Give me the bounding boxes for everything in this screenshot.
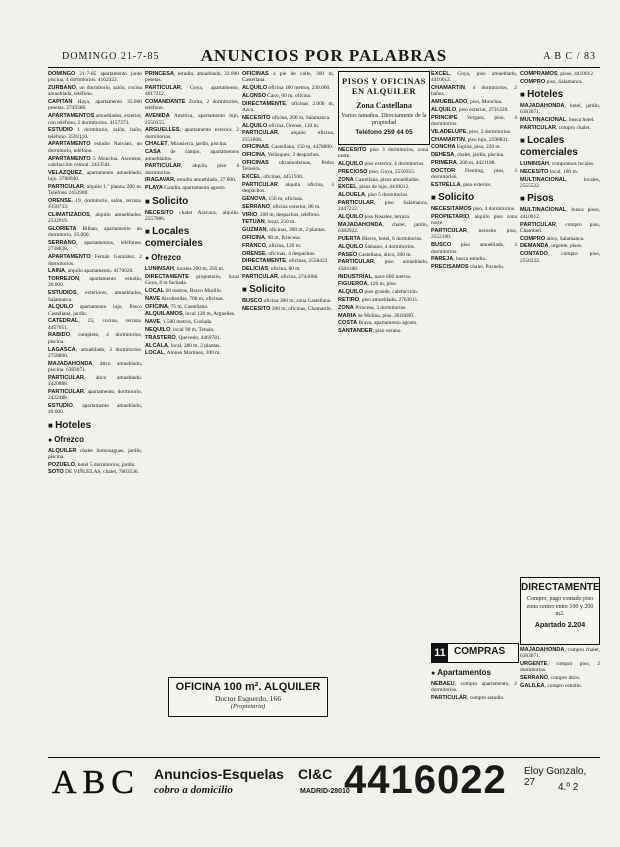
classified-ad: OFICINA, 90 m, Princesa.	[242, 235, 301, 242]
box-pisos-phone: Teléfono 259 44 05	[355, 129, 413, 136]
classified-ad: SANTANDER, piso verano.	[338, 328, 402, 335]
classified-ad: PASEO Castellana, ático, 200 m.	[338, 251, 412, 258]
classified-ad: ALQUILO piso grande, calefacción.	[338, 289, 419, 296]
classified-ad: SERRANO, compro ático.	[520, 675, 581, 682]
classified-ad: LOCAL, Alonso Martínez, 100 m.	[145, 350, 221, 357]
classified-ad: NECESITO piso 3 dormitorios, zona norte.	[338, 147, 428, 160]
footer-address-line2: 4.º 2	[558, 782, 579, 793]
header-date: DOMINGO 21-7-85	[62, 51, 160, 62]
classified-ad: SERRANO, apartamentos, teléfonos. 2738838.	[48, 240, 142, 253]
classified-ad: ALQUILO, piso exterior, 2731220.	[431, 106, 509, 113]
classified-ad: CLIMATIZADOS, alquilo amueblados. 2532919.	[48, 211, 142, 225]
classified-ad: PARTICULAR, piso Salamanca, 2447222.	[338, 200, 428, 213]
footer-address-line1: Eloy Gonzalo, 27	[524, 766, 587, 788]
classified-ad: RETIRO, piso amueblado, 2763611.	[338, 296, 419, 303]
classified-ad: COSTA Brava, apartamento agosto.	[338, 320, 418, 327]
classified-ad: OFICINAS, Castellana, 150 m, 4478800.	[242, 144, 334, 151]
classified-ad: ESTUDIO, apartamento amueblado, 40.000.	[48, 402, 142, 416]
classified-ad: BUSCO piso amueblado, 3 dormitorios.	[431, 242, 517, 255]
abc-logo: ABC	[52, 764, 140, 801]
section-heading: ■ Pisos	[520, 193, 600, 205]
classified-ad: NAVE, 1.500 metros, Coslada.	[145, 319, 213, 326]
classified-ad: FRANCO, oficina, 120 m.	[242, 242, 302, 249]
oficina-note: (Propietario)	[230, 703, 266, 710]
footer-cobro: cobro a domicilio	[154, 784, 233, 796]
classified-ad: ZURBANO, un dormitorio, salón, cocina amueblada, teléfono.	[48, 85, 142, 98]
header-page-number: A B C / 83	[543, 51, 596, 62]
classified-ad: PARTICULAR, compro chalet.	[520, 124, 591, 131]
classified-ad: PLAYA Gandía, apartamento agosto.	[145, 185, 226, 192]
classified-ad: CHAMARTIN, 4 dormitorios, 2 baños.	[431, 85, 517, 98]
column-4	[338, 71, 428, 755]
classified-ad: GUZMAN, oficinas, 300 m, 2 plantas.	[242, 227, 326, 234]
classified-ad: NECESITO oficina, 200 m, Salamanca.	[242, 114, 331, 121]
classified-ad: MULTINACIONAL, busca pisos, 4410012.	[520, 207, 600, 220]
page-header	[48, 45, 600, 68]
box-directamente-address: Apartado 2.204	[534, 621, 586, 629]
classified-ad: PAREJA, busca estudio.	[431, 256, 487, 263]
classified-ad: URGENTE, compro piso, 2 dormitorios.	[520, 661, 600, 674]
classified-ad: DOMINGO 21-7-85 apartamento junto piscina, 4 dormitorios. 4162422.	[48, 71, 142, 84]
classified-ad: COMPRO ático, Salamanca.	[520, 235, 585, 242]
classified-ad: ZONA Princesa, 3 dormitorios.	[338, 304, 407, 311]
section-heading: ■ Hoteles	[520, 89, 600, 101]
classified-ad: CONTADO, compro piso, 2556222.	[520, 251, 600, 264]
classified-ad: NEQUILO, local 90 m, Tetuán.	[145, 327, 215, 334]
section-heading: ■ Solicito	[242, 284, 334, 296]
classified-ad: COMPRO piso, Salamanca.	[520, 78, 583, 85]
classified-ad: AMUEBLADO, piso, Moncloa.	[431, 99, 503, 106]
classified-ad: LAGASCA, amueblado, 3 dormitorios. 2758800.	[48, 346, 142, 359]
classified-ad: NECESITO chalet Aravaca, alquilo. 2557986.	[145, 209, 239, 222]
classified-ad: OFICINAS ultramodernas, Pedro Teixeira.	[242, 160, 334, 173]
classified-ad: ALQUILO piso exterior, 4 dormitorios.	[338, 161, 425, 168]
section-heading: ■ Locales comerciales	[520, 135, 600, 159]
classified-ad: DIRECTAMENTE, oficinas, 2558422.	[242, 258, 329, 265]
compras-section-header	[431, 643, 519, 663]
classified-ad: INDUSTRIAL, nave 600 metros.	[338, 273, 412, 280]
classified-ad: PARTICULAR, compro estudio.	[431, 695, 505, 702]
header-title: ANUNCIOS POR PALABRAS	[200, 46, 448, 65]
classified-ad: BUSCO oficina 300 m, zona Castellana.	[242, 298, 332, 305]
classified-ad: IRAGAVAR, estudio amueblado, 27.000.	[145, 177, 237, 184]
classified-ad: NAVE Alcobendas, 700 m, oficinas.	[145, 295, 225, 302]
classified-ad: OFICINAS a pie de calle, 300 m, Castellana.	[242, 71, 334, 84]
box-directamente-title: DIRECTAMENTE	[521, 582, 600, 593]
classified-ad: TORREJON, apartamento estudio, 20.000.	[48, 276, 142, 289]
classified-ad: ALQUILO piso Rosales, terraza.	[338, 214, 411, 221]
classified-ad: MULTINACIONAL, locales, 2555522.	[520, 176, 600, 190]
classified-ad: NECESITO 200 m, oficinas, Chamartín.	[242, 306, 333, 313]
classified-ad: PARTICULAR, ático amueblado. 4420888.	[48, 374, 142, 388]
classified-ad: DIRECTAMENTE propietario, local Goya, 8 m fachada.	[145, 273, 239, 287]
classified-ad: GLORIETA Bilbao, apartamento un dormitorio, 35.000.	[48, 226, 142, 239]
classified-ad: MAJADAHONDA, ático amueblado, piscina. 6383071.	[48, 360, 142, 373]
classified-ad: CHAMARTIN, piso lujo, 2598831.	[431, 136, 510, 143]
classified-ad: ALQUILO Sámano, 4 dormitorios.	[338, 243, 416, 250]
footer-phone: 4416022	[344, 758, 507, 802]
classified-ad: DOCTOR Fleming, piso, 3 dormitorios.	[431, 167, 517, 181]
classified-ad: APARTAMENTO 5 Moncloa. Ascensor, calefacción central. 2433541.	[48, 155, 142, 168]
column-3	[242, 71, 334, 755]
classified-ad: APARTAMENTO estudio Narváez, un dormitorio, teléfono.	[48, 141, 142, 154]
classified-ad: PARTICULAR, necesito piso, 2552100.	[431, 228, 517, 241]
footer-banner	[48, 757, 600, 810]
classified-ad: NEBAEU, compro apartamento, 2 dormitorios.	[431, 681, 517, 694]
classified-ad: AVENIDA América, apartamento lujo, 2550355.	[145, 113, 239, 126]
classified-ad: ALQUILO oficina, Orense, 120 m.	[242, 122, 320, 129]
classified-ad: PRECIOSO piso, Goya, 2550355.	[338, 168, 416, 175]
box-directamente-desc: Compro, pago contado piso zona centro entre 100 y 200 m2.	[526, 596, 594, 617]
classified-ad: CONCHA Espina, piso, 220 m.	[431, 144, 501, 151]
column-5-lower	[431, 665, 517, 755]
column-2	[145, 71, 239, 755]
classified-ad: SERRANO, oficina exterior, 80 m.	[242, 203, 321, 210]
classified-ad: LOCAL 60 metros, Bravo Murillo.	[145, 288, 223, 295]
classified-ad: EXCEL, oficinas, 4451930.	[242, 174, 304, 181]
classified-ad: PARTICULAR, alquilo 1.º planta, 200 m. Teléfono 2453900.	[48, 183, 142, 197]
classified-ad: CASA de campo, apartamentos amueblados.	[145, 149, 239, 162]
oficina-address: Doctor Esquerdo, 166	[214, 694, 282, 703]
classified-ad: ALONSO Cano, 60 m, oficina.	[242, 92, 312, 99]
classified-ad: FIGUEROA, 120 m, piso.	[338, 281, 397, 288]
column-6-lower	[520, 647, 600, 755]
newspaper-page	[48, 45, 600, 838]
classified-ad: ARGUELLES, apartamento exterior, 2 dormitorios.	[145, 127, 239, 140]
classified-ad: MAJADAHONDA, compro chalet, 6383071.	[520, 647, 600, 660]
classified-ad: SOTO DE VIÑUELAS, chalet, 7803536.	[48, 469, 139, 476]
classified-ad: COMPRAMOS, pisos, 4410012.	[520, 71, 595, 77]
classified-ad: DEHESA, chalet, jardín, piscina.	[431, 152, 505, 159]
section-heading: ■ Locales comerciales	[145, 226, 239, 250]
classified-ad: PRIMERA, 200 m, 4421188.	[431, 160, 496, 167]
classified-ad: PRINCESA, estudio, amueblado, 32.000 pesetas.	[145, 71, 239, 84]
classified-ad: ORENSE, 19, dormitorio, salón, terraza. 4158733.	[48, 197, 142, 211]
classified-ad: ESTUDIOS, exteriores, amueblados, Salamanca.	[48, 290, 142, 303]
oficina-title: OFICINA 100 m². ALQUILER	[175, 681, 321, 693]
classified-ad: PROPIETARIO, alquilo piso zona norte.	[431, 214, 517, 227]
classified-ad: GENOVA, 150 m, oficinas.	[242, 196, 304, 203]
section-heading: ■ Solicito	[145, 196, 239, 208]
classified-ad: POZUELO, hotel 5 dormitorios, jardín.	[48, 461, 136, 468]
classified-ad: VIRIO, 200 m, despachos, teléfono.	[242, 211, 321, 218]
classified-ad: ALQUILER chalet Somosaguas, jardín, piscina.	[48, 447, 142, 460]
classified-ad: ESTRELLA, piso exterior.	[431, 181, 492, 188]
classified-ad: COMANDANTE Zorita, 2 dormitorios, teléfono.	[145, 99, 239, 112]
column-6	[520, 71, 600, 575]
classified-ad: EXCEL, pisos de lujo, 4410012.	[338, 184, 410, 191]
compras-label: COMPRAS	[454, 646, 506, 657]
classified-ad: ORENSE, oficinas, 4 despachos.	[242, 250, 316, 257]
classified-ad: PARTICULAR, compro piso, Chamberí.	[520, 221, 600, 234]
classified-ad: PARTICULAR, alquilo piso 4 dormitorios.	[145, 163, 239, 176]
classified-ad: PUERTA Hierro, hotel, 6 dormitorios.	[338, 236, 423, 243]
box-pisos-zone: Zona Castellana	[356, 101, 412, 110]
classified-ad: CHALET, Mirasierra, jardín, piscina.	[145, 141, 228, 148]
classified-ad: ALQUILAMOS, local 120 m, Arguelles.	[145, 311, 236, 318]
footer-madrid: MADRID-28010	[300, 788, 350, 795]
oficina-ad-box	[168, 677, 328, 717]
classified-ad: NECESITO local, 100 m.	[520, 169, 578, 176]
classified-ad: LAINA, alquilo apartamento. 4170020.	[48, 268, 134, 275]
classified-ad: LUNINSAH, locales 200 m, 250 m.	[145, 266, 225, 273]
box-pisos-desc: Varios tamaños. Directamente de la propiedad	[341, 113, 427, 126]
classified-ad: VELAZQUEZ, apartamento amueblado, lujo. 2760040.	[48, 169, 142, 182]
classified-ad: DELICIAS, oficina, 80 m.	[242, 266, 301, 273]
classified-ad: PARTICULAR, alquilo oficina, 2551808.	[242, 130, 334, 143]
subsection-heading: ● Ofrezco	[145, 253, 239, 264]
classified-ad: ZONA Castellana, pisos amueblados.	[338, 176, 420, 183]
classified-ad: OFICINA, 75 m, Castellana.	[145, 303, 209, 310]
classified-ad: CAPITAN Haya, apartamento 35.000 pesetas. 2749388.	[48, 99, 142, 112]
classified-ad: MULTINACIONAL, busca hotel.	[520, 117, 595, 124]
classified-ad: MARIA de Molina, piso, 2616690.	[338, 312, 415, 319]
classified-ad: MAJADAHONDA, chalet, jardín, 6382922.	[338, 221, 428, 235]
classified-ad: VILADELUPE, piso, 2 dormitorios.	[431, 128, 512, 135]
classified-ad: NECESITAMOS piso, 4 dormitorios.	[431, 206, 516, 213]
classified-ad: CATEDRAL, 25, cocina, terraza. 4457051.	[48, 318, 142, 331]
footer-anuncios: Anuncios-Esquelas	[154, 766, 284, 782]
compras-number: 11	[432, 644, 448, 662]
classified-ad: APARTAMENTO Fernán González, 2 dormitorios.	[48, 254, 142, 267]
classified-ad: PRECISAMOS chalet, Pozuelo.	[431, 264, 505, 271]
classified-ad: MAJADAHONDA, hotel, jardín, 6383071.	[520, 103, 600, 116]
section-heading: ■ Solicito	[431, 192, 517, 204]
classified-ad: PARTICULAR, oficina, 2743008.	[242, 274, 319, 281]
box-pisos-title: PISOS Y OFICINAS EN ALQUILER	[342, 76, 426, 96]
column-1	[48, 71, 142, 755]
classified-ad: APARTAMENTOS amueblados, exterior, con teléfono, 2 dormitorios. 4157373.	[48, 113, 142, 126]
section-heading: ■ Hoteles	[48, 420, 142, 432]
classified-ad: ALQUILO apartamento lujo, Pasco Castellana, jardín.	[48, 304, 142, 317]
classified-ad: TRASTERO, Quevedo, 4469781.	[145, 334, 221, 341]
footer-cc-logo: Cl&C	[298, 766, 333, 782]
classified-ad: DEMANDA, urgente, pisos.	[520, 243, 583, 250]
classified-ad: PARTICULAR, Goya, apartamento, 4017212.	[145, 85, 239, 98]
classified-ad: LUNINSAH, compramos locales.	[520, 161, 595, 168]
box-pisos-oficinas	[338, 71, 430, 145]
classified-ad: ESTUDIO 1 dormitorio, salón, baño, teléfono. 2592110.	[48, 127, 142, 140]
classified-ad: PRINCIPE Vergara, piso, 4 dormitorios.	[431, 114, 517, 128]
classified-ad: GALILEA, compro estudio.	[520, 682, 582, 689]
subsection-heading: ● Apartamentos	[431, 668, 517, 679]
subsection-heading: ● Ofrezco	[48, 435, 142, 446]
column-5	[431, 71, 517, 641]
classified-ad: RABIDO, completo, 4 dormitorios, piscina.	[48, 332, 142, 345]
classified-ad: PARTICULAR, apartamento, dormitorio. 2422488.	[48, 388, 142, 402]
classified-ad: PARTICULAR alquila oficina, 3 despachos.	[242, 181, 334, 195]
classified-ad: DIRECTAMENTE, oficinas 2.000 m, Azca.	[242, 100, 334, 113]
box-directamente	[520, 577, 600, 645]
classified-ad: TETUAN, local, 250 m.	[242, 219, 296, 226]
classified-ad: ALCALA, local, 280 m, 2 plantas.	[145, 342, 221, 349]
classified-ad: EXCEL, Goya, piso amueblado, 4410012.	[431, 71, 517, 84]
classified-ad: ALQUILO oficina 180 metros, 230.000.	[242, 85, 331, 92]
classified-ad: OFICINA, Velázquez, 2 despachos.	[242, 152, 320, 159]
classified-ad: ALOUELA, piso 5 dormitorios.	[338, 192, 409, 199]
classified-ad: PARTICULAR, piso amueblado, 4584188.	[338, 259, 428, 272]
